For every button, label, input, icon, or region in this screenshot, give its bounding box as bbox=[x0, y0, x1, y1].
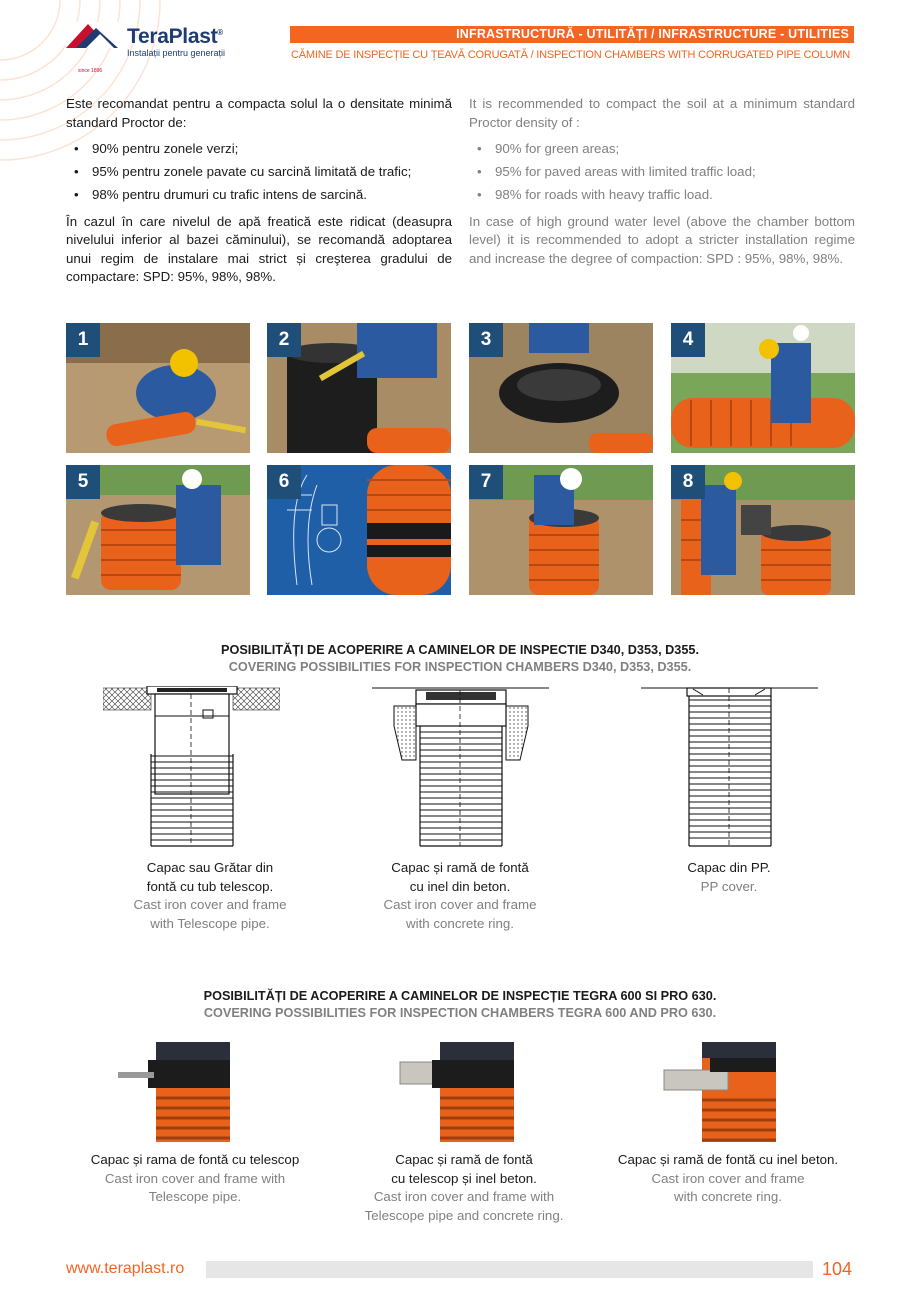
section2-heading bbox=[0, 988, 920, 1022]
step-number: 1 bbox=[66, 323, 100, 357]
page-subtitle bbox=[291, 48, 850, 62]
step-number: 2 bbox=[267, 323, 301, 357]
step-number: 6 bbox=[267, 465, 301, 499]
list-item: • 90% for green areas; bbox=[469, 140, 855, 159]
photo-step-2 bbox=[267, 323, 451, 453]
caption-ro: Capac și ramă de fontă bbox=[391, 860, 529, 875]
caption-ro: cu telescop și inel beton. bbox=[391, 1170, 537, 1186]
intro-en-column bbox=[469, 95, 855, 268]
caption-ro: Capac din PP. bbox=[687, 860, 771, 875]
step-number: 7 bbox=[469, 465, 503, 499]
drawing-pp-cover bbox=[641, 686, 818, 848]
caption-ro: Capac și ramă de fontă bbox=[395, 1152, 533, 1167]
caption-en: Cast iron cover and frame bbox=[133, 897, 287, 912]
list-item: • 95% for paved areas with limited traffic load; bbox=[469, 163, 855, 182]
caption-en: Cast iron cover and frame bbox=[651, 1170, 805, 1186]
list-item: • 90% pentru zonele verzi; bbox=[66, 140, 452, 159]
caption-en: with concrete ring. bbox=[406, 915, 514, 931]
caption-en: Cast iron cover and frame bbox=[383, 897, 537, 912]
step-number: 5 bbox=[66, 465, 100, 499]
brand-trademark: ® bbox=[217, 28, 223, 37]
brand-since: since 1896 bbox=[78, 68, 103, 74]
brand-name: TeraPlast bbox=[127, 25, 218, 48]
drawing-concrete-ring-cover bbox=[372, 686, 549, 848]
photo-step-4 bbox=[671, 323, 855, 453]
section2-title-ro: POSIBILITĂȚI DE ACOPERIRE A CAMINELOR DE INSPECȚIE TEGRA 600 SI PRO 630. bbox=[203, 989, 717, 1003]
intro-en-lead: It is recommended to compact the soil at a minimum standard Proctor density of : bbox=[469, 96, 855, 130]
caption-pp-cover bbox=[614, 859, 844, 896]
category-bar: INFRASTRUCTURĂ - UTILITĂȚI / INFRASTRUCTURE - UTILITIES bbox=[290, 26, 854, 43]
footer-website-link[interactable]: www.teraplast.ro bbox=[66, 1260, 185, 1277]
caption-ro: Capac și rama de fontă cu telescop bbox=[90, 1152, 300, 1167]
list-item: • 98% pentru drumuri cu trafic intens de sarcină. bbox=[66, 186, 452, 205]
footer-divider-bar bbox=[206, 1261, 813, 1278]
drawing-telescope-cover bbox=[103, 686, 280, 848]
teraplast-logo[interactable] bbox=[66, 22, 226, 74]
render-concrete-ring-cover bbox=[660, 1042, 776, 1142]
caption-en: Cast iron cover and frame with bbox=[373, 1189, 555, 1204]
photo-step-8 bbox=[671, 465, 855, 595]
intro-ro-list bbox=[66, 140, 452, 205]
photo-step-7 bbox=[469, 465, 653, 595]
photo-step-5 bbox=[66, 465, 250, 595]
photo-step-1 bbox=[66, 323, 250, 453]
section1-heading bbox=[0, 642, 920, 676]
step-number: 4 bbox=[671, 323, 705, 357]
step-number: 8 bbox=[671, 465, 705, 499]
intro-ro-closing: În cazul în care nivelul de apă freatică este ridicat (deasupra nivelului inferior al bazei căminului), se recomandă adoptarea unui regim de instalare mai strict și creşterea gradului de compactare: SPD: 95%, 98%, 98%. bbox=[66, 213, 452, 284]
caption-ro: cu inel din beton. bbox=[409, 878, 511, 894]
logo-roof-icon bbox=[66, 22, 121, 54]
brand-tagline: Instalații pentru generații bbox=[127, 48, 226, 58]
step-number: 3 bbox=[469, 323, 503, 357]
caption-en: Telescope pipe. bbox=[148, 1189, 242, 1204]
caption-ro: fontă cu tub telescop. bbox=[146, 878, 274, 894]
render-telescope-concrete-cover bbox=[398, 1042, 514, 1142]
page-number: 104 bbox=[822, 1259, 853, 1279]
photo-step-3 bbox=[469, 323, 653, 453]
caption-en: Telescope pipe and concrete ring. bbox=[364, 1207, 564, 1223]
caption-telescope-concrete-600 bbox=[339, 1151, 589, 1225]
section1-title-en: COVERING POSSIBILITIES FOR INSPECTION CHAMBERS D340, D353, D355. bbox=[228, 660, 692, 674]
caption-ro: Capac și ramă de fontă cu inel beton. bbox=[617, 1152, 839, 1167]
caption-en: Cast iron cover and frame with bbox=[104, 1170, 286, 1186]
caption-telescope-cover bbox=[95, 859, 325, 933]
subtitle-en: INSPECTION CHAMBERS WITH CORRUGATED PIPE COLUMN bbox=[533, 49, 850, 61]
photo-step-6 bbox=[267, 465, 451, 595]
caption-en: with concrete ring. bbox=[674, 1189, 782, 1204]
caption-concrete-ring-600 bbox=[598, 1151, 858, 1207]
section1-title-ro: POSIBILITĂȚI DE ACOPERIRE A CAMINELOR DE INSPECTIE D340, D353, D355. bbox=[221, 643, 699, 657]
caption-concrete-ring-cover bbox=[345, 859, 575, 933]
caption-en: PP cover. bbox=[700, 878, 758, 894]
intro-en-list bbox=[469, 140, 855, 205]
caption-ro: Capac sau Grătar din bbox=[146, 860, 274, 875]
section2-title-en: COVERING POSSIBILITIES FOR INSPECTION CHAMBERS TEGRA 600 AND PRO 630. bbox=[203, 1006, 717, 1020]
list-item: • 98% for roads with heavy traffic load. bbox=[469, 186, 855, 205]
caption-telescope-cover-600 bbox=[70, 1151, 320, 1207]
intro-ro-lead: Este recomandat pentru a compacta solul la o densitate minimă standard Proctor de: bbox=[66, 96, 452, 130]
intro-ro-column bbox=[66, 95, 452, 287]
render-telescope-cover bbox=[118, 1042, 230, 1142]
subtitle-ro: CĂMINE DE INSPECȚIE CU ȚEAVĂ CORUGATĂ / bbox=[291, 49, 534, 61]
list-item: • 95% pentru zonele pavate cu sarcină limitată de trafic; bbox=[66, 163, 452, 182]
intro-en-closing: In case of high ground water level (above the chamber bottom level) it is recommended to adopt a stricter installation regime and increase the degree of compaction: SPD : 95%, 98%, 98%. bbox=[469, 213, 855, 266]
caption-en: with Telescope pipe. bbox=[150, 915, 270, 931]
